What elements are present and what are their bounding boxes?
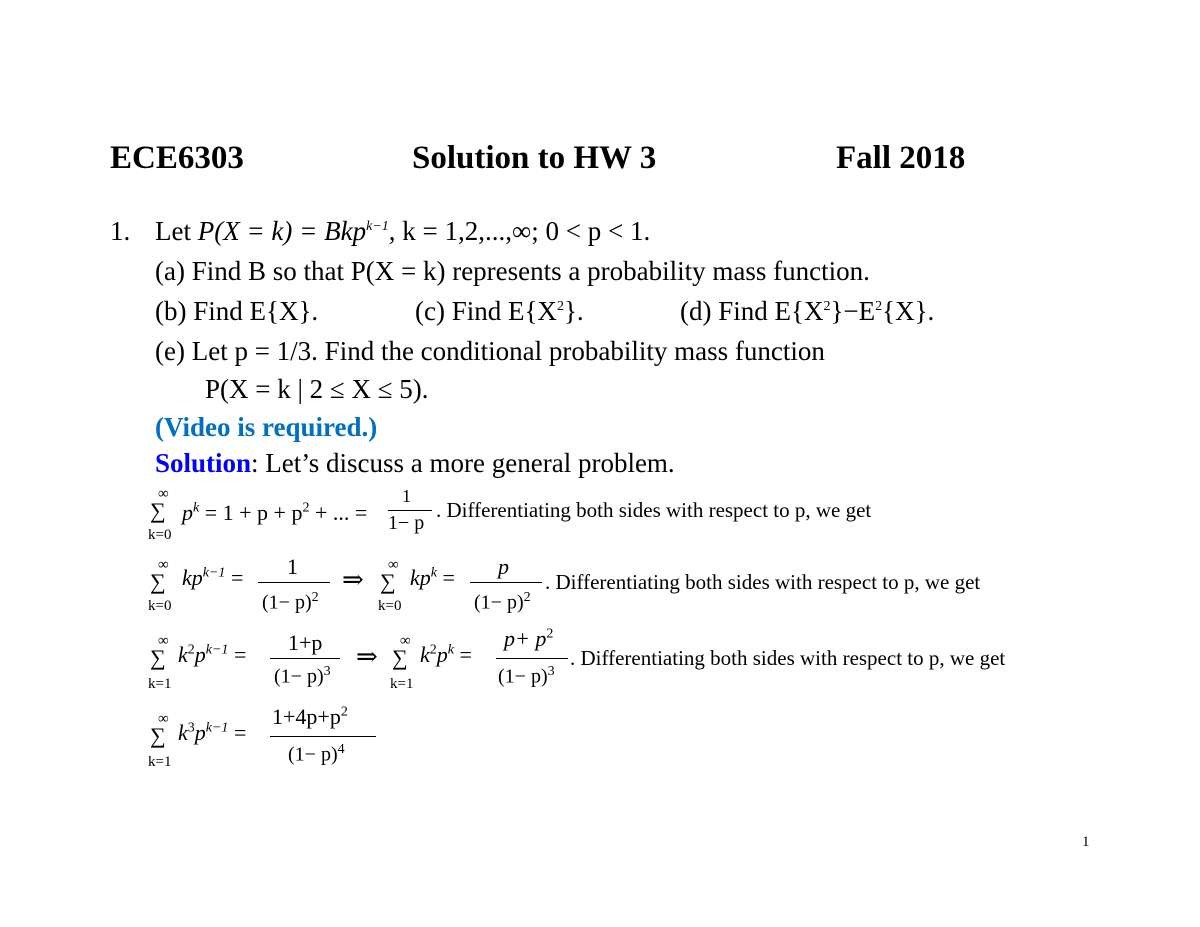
page-title: Solution to HW 3	[412, 140, 657, 176]
pmf-expression: P(X = k) = Bkp$^{k-1}$	[197, 216, 389, 246]
part-b: (b) Find E{X}.	[155, 296, 319, 326]
term: Fall 2018	[836, 140, 966, 176]
video-required-note: (Video is required.)	[155, 412, 378, 442]
part-e-condition: P(X = k | 2 ≤ X ≤ 5).	[205, 374, 429, 404]
part-a: (a) Find B so that P(X = k) represents a probability mass function.	[155, 256, 870, 286]
solution-line: Solution: Let’s discuss a more general problem.	[155, 448, 675, 478]
part-e: (e) Let p = 1/3. Find the conditional probability mass function	[155, 336, 825, 366]
part-d: (d) Find $E\{X^2\}-E^2\{X\}$.	[680, 296, 935, 326]
part-c: (c) Find $E\{X^2\}$.	[415, 296, 584, 326]
page-number: 1	[1082, 834, 1090, 850]
course-code: ECE6303	[110, 140, 244, 176]
problem-number: 1.	[110, 216, 131, 246]
problem-let: Let P(X = k) = Bkp$^{k-1}$, k = 1,2,...,∞; 0 < p < 1.	[155, 216, 651, 246]
solution-label: Solution	[155, 448, 252, 478]
